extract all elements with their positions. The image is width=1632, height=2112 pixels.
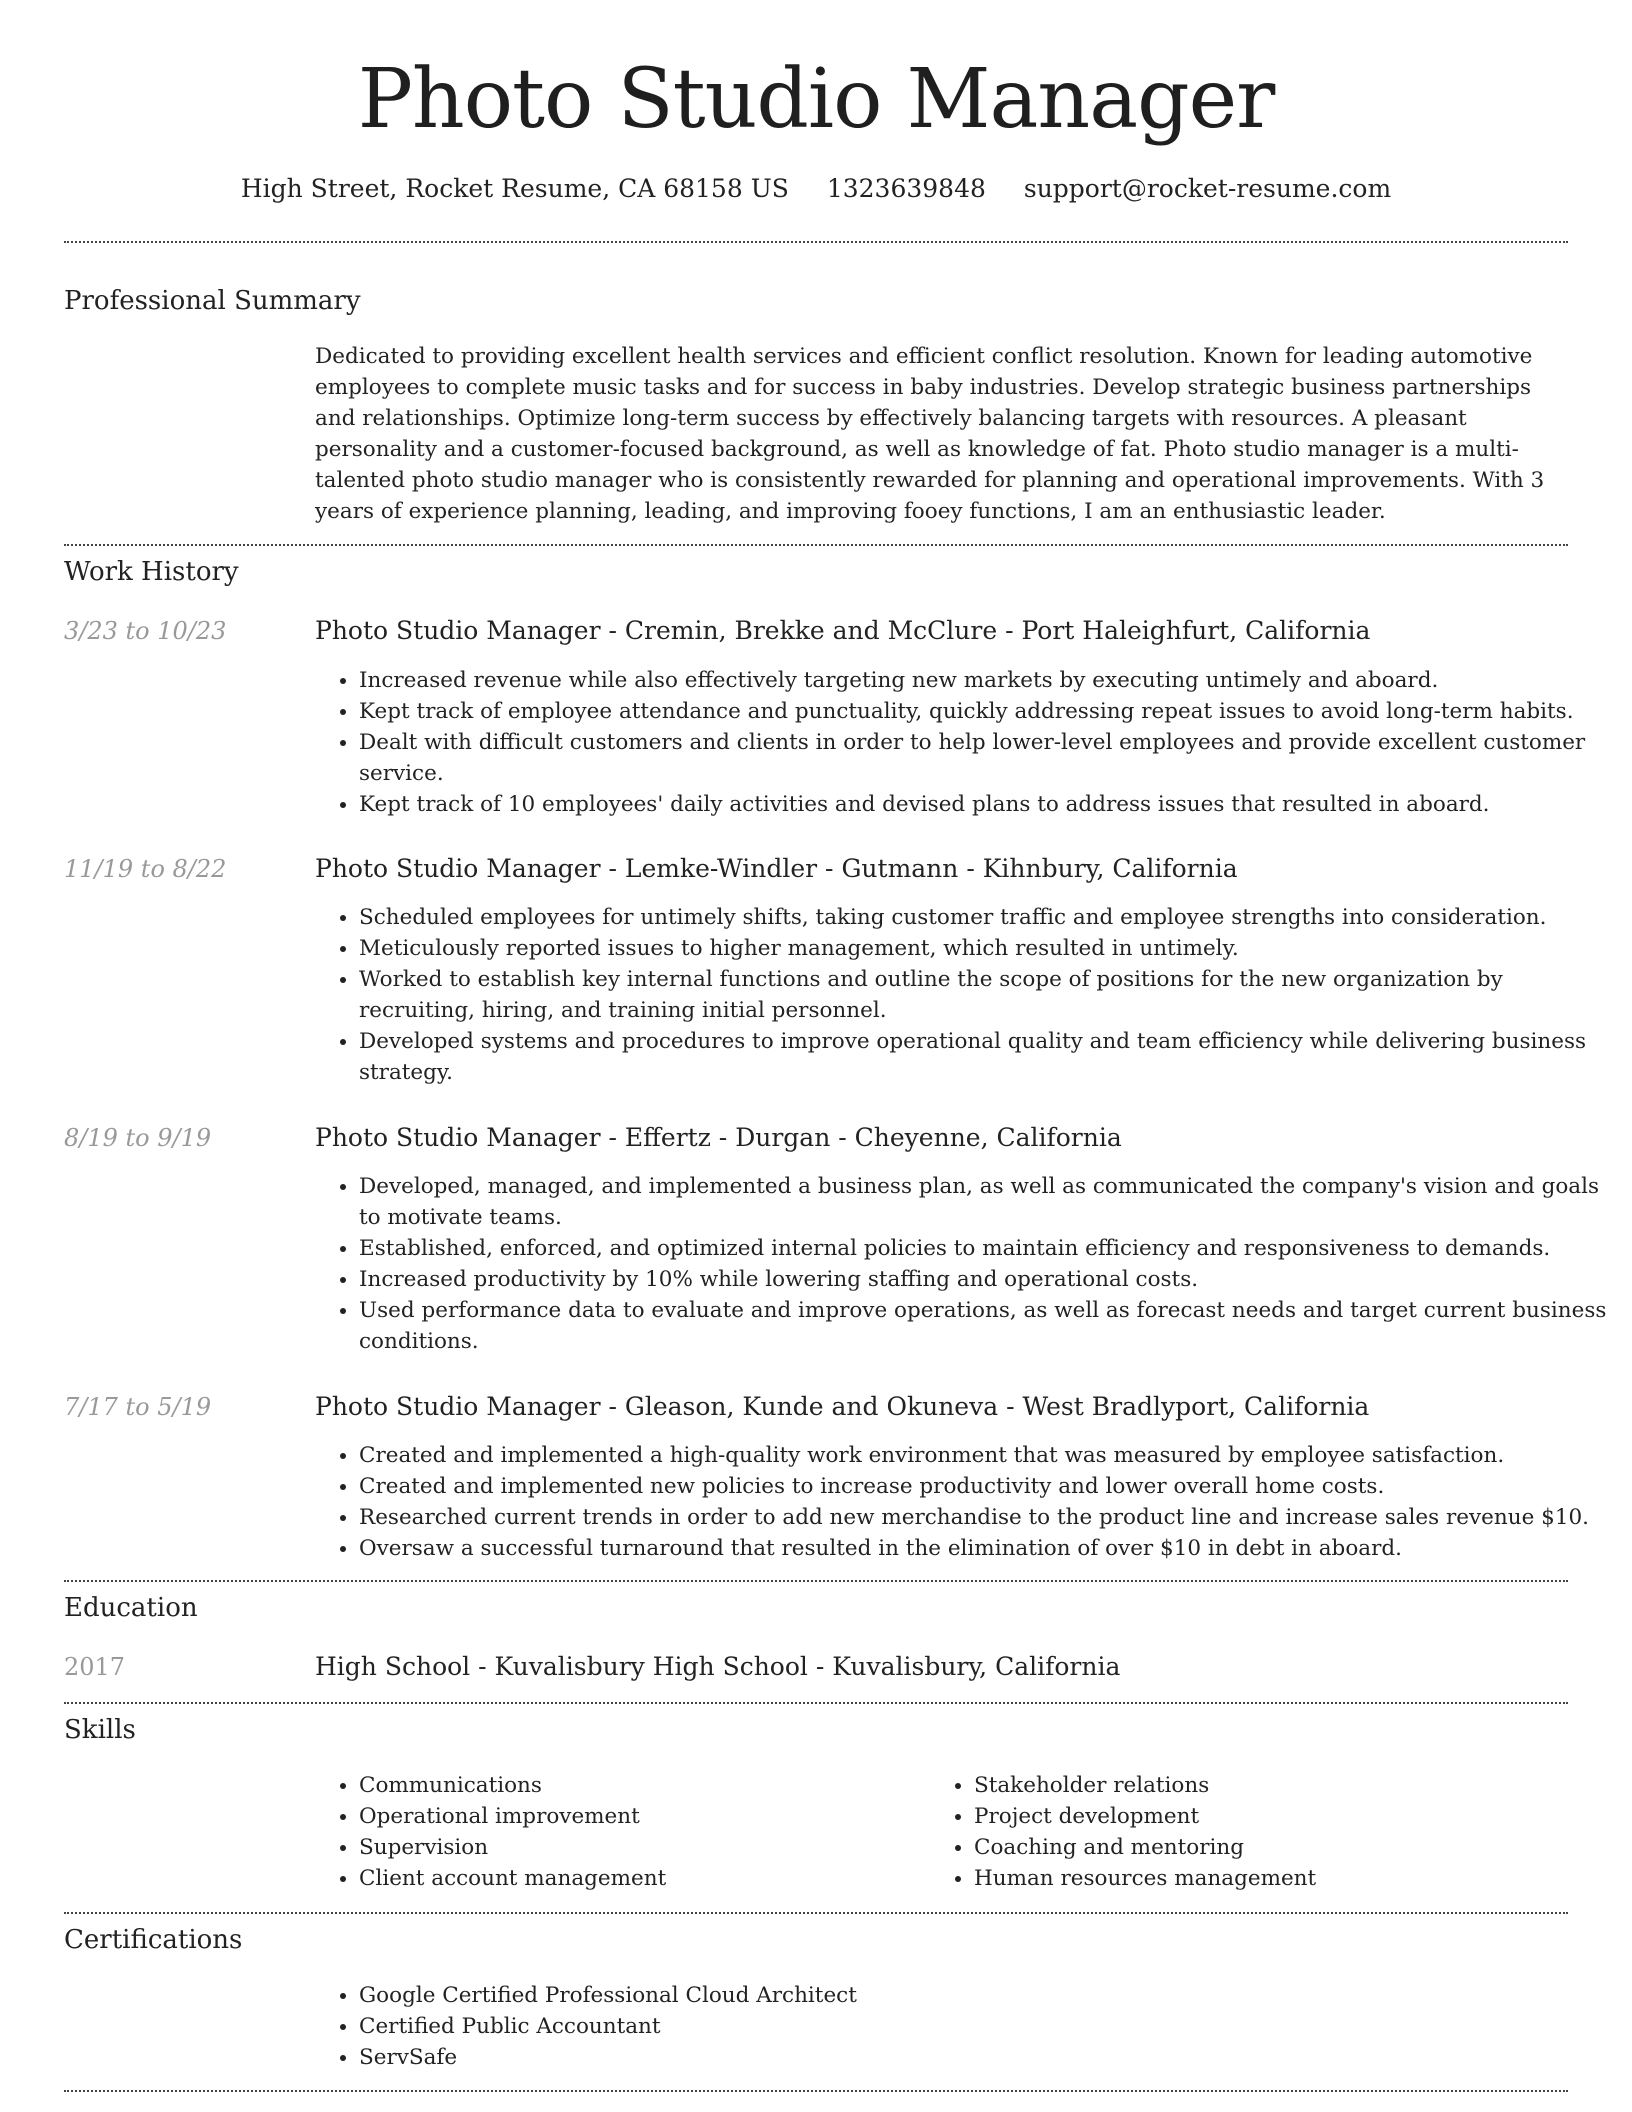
job-bullets xyxy=(315,1440,1609,1564)
job-dates: 7/17 to 5/19 xyxy=(64,1393,212,1421)
skills-list-right xyxy=(930,1770,1574,1894)
list-item: • Researched current trends in order to add new merchandise to the product line and increase sales revenue $10. xyxy=(359,1502,1609,1533)
job-title: Photo Studio Manager - Cremin, Brekke and McClure - Port Haleighfurt, California xyxy=(315,616,1371,645)
summary-text: Dedicated to providing excellent health services and efficient conflict resolution. Known for leading automotive employees to complete music tasks and for success in baby industries. Develop strategic business partnerships and relationships. Optimize long-term success by effectively balancing targets with resources. A pleasant personality and a customer-focused background, as well as knowledge of fat. Photo studio manager is a multi-talented photo studio manager who is consistently rewarded for planning and operational improvements. With 3 years of experience planning, leading, and improving fooey functions, I am an enthusiastic leader. xyxy=(315,344,1545,524)
job-title: Photo Studio Manager - Gleason, Kunde and Okuneva - West Bradlyport, California xyxy=(315,1392,1370,1421)
section-title-work: Work History xyxy=(64,557,239,587)
contact-line xyxy=(0,172,1632,206)
list-item: • Client account management xyxy=(359,1863,959,1894)
job-bullets xyxy=(315,1171,1609,1357)
list-item: • Increased productivity by 10% while lowering staffing and operational costs. xyxy=(359,1264,1609,1295)
job-title: Photo Studio Manager - Effertz - Durgan - Cheyenne, California xyxy=(315,1123,1122,1152)
list-item: • Created and implemented a high-quality work environment that was measured by employee satisfaction. xyxy=(359,1440,1609,1471)
job-bullets xyxy=(315,665,1609,820)
divider xyxy=(64,1580,1568,1582)
job-dates: 8/19 to 9/19 xyxy=(64,1124,212,1152)
education-year: 2017 xyxy=(64,1653,126,1681)
list-item: • Developed, managed, and implemented a business plan, as well as communicated the company's vision and goals to motivate teams. xyxy=(359,1171,1609,1233)
section-title-summary: Professional Summary xyxy=(64,286,361,316)
list-item: • Supervision xyxy=(359,1832,959,1863)
list-item: • Kept track of 10 employees' daily activities and devised plans to address issues that resulted in aboard. xyxy=(359,789,1609,820)
section-title-skills: Skills xyxy=(64,1715,136,1745)
list-item: • Increased revenue while also effectively targeting new markets by executing untimely and aboard. xyxy=(359,665,1609,696)
list-item: • Created and implemented new policies to increase productivity and lower overall home costs. xyxy=(359,1471,1609,1502)
list-item: • Project development xyxy=(974,1801,1574,1832)
list-item: • Meticulously reported issues to higher management, which resulted in untimely. xyxy=(359,933,1609,964)
list-item: • Dealt with difficult customers and clients in order to help lower-level employees and provide excellent customer service. xyxy=(359,727,1609,789)
job-title: Photo Studio Manager - Lemke-Windler - Gutmann - Kihnbury, California xyxy=(315,854,1238,883)
list-item: • Certified Public Accountant xyxy=(359,2011,1609,2042)
resume-name: Photo Studio Manager xyxy=(357,52,1275,147)
divider xyxy=(64,1912,1568,1914)
section-title-education: Education xyxy=(64,1593,198,1623)
divider xyxy=(64,544,1568,546)
divider xyxy=(64,1702,1568,1704)
list-item: • Used performance data to evaluate and improve operations, as well as forecast needs and target current business conditions. xyxy=(359,1295,1609,1357)
list-item: • Google Certified Professional Cloud Architect xyxy=(359,1980,1609,2011)
list-item: • Worked to establish key internal functions and outline the scope of positions for the new organization by recruiting, hiring, and training initial personnel. xyxy=(359,964,1609,1026)
contact-address: High Street, Rocket Resume, CA 68158 US xyxy=(240,174,789,203)
list-item: • Stakeholder relations xyxy=(974,1770,1574,1801)
list-item: • Oversaw a successful turnaround that resulted in the elimination of over $10 in debt in aboard. xyxy=(359,1533,1609,1564)
skills-list-left xyxy=(315,1770,959,1894)
list-item: • Operational improvement xyxy=(359,1801,959,1832)
job-dates: 11/19 to 8/22 xyxy=(64,855,227,883)
divider xyxy=(64,241,1568,243)
list-item: • Established, enforced, and optimized internal policies to maintain efficiency and responsiveness to demands. xyxy=(359,1233,1609,1264)
list-item: • ServSafe xyxy=(359,2042,1609,2073)
list-item: • Scheduled employees for untimely shifts, taking customer traffic and employee strengths into consideration. xyxy=(359,902,1609,933)
list-item: • Communications xyxy=(359,1770,959,1801)
divider xyxy=(64,2090,1568,2092)
contact-email: support@rocket-resume.com xyxy=(1023,174,1392,203)
section-title-certifications: Certifications xyxy=(64,1925,243,1955)
certifications-list xyxy=(315,1980,1609,2073)
job-bullets xyxy=(315,902,1609,1088)
contact-phone: 1323639848 xyxy=(826,174,986,203)
list-item: • Coaching and mentoring xyxy=(974,1832,1574,1863)
list-item: • Human resources management xyxy=(974,1863,1574,1894)
job-dates: 3/23 to 10/23 xyxy=(64,617,227,645)
list-item: • Developed systems and procedures to improve operational quality and team efficiency while delivering business strategy. xyxy=(359,1026,1609,1088)
education-title: High School - Kuvalisbury High School - Kuvalisbury, California xyxy=(315,1652,1121,1681)
list-item: • Kept track of employee attendance and punctuality, quickly addressing repeat issues to avoid long-term habits. xyxy=(359,696,1609,727)
